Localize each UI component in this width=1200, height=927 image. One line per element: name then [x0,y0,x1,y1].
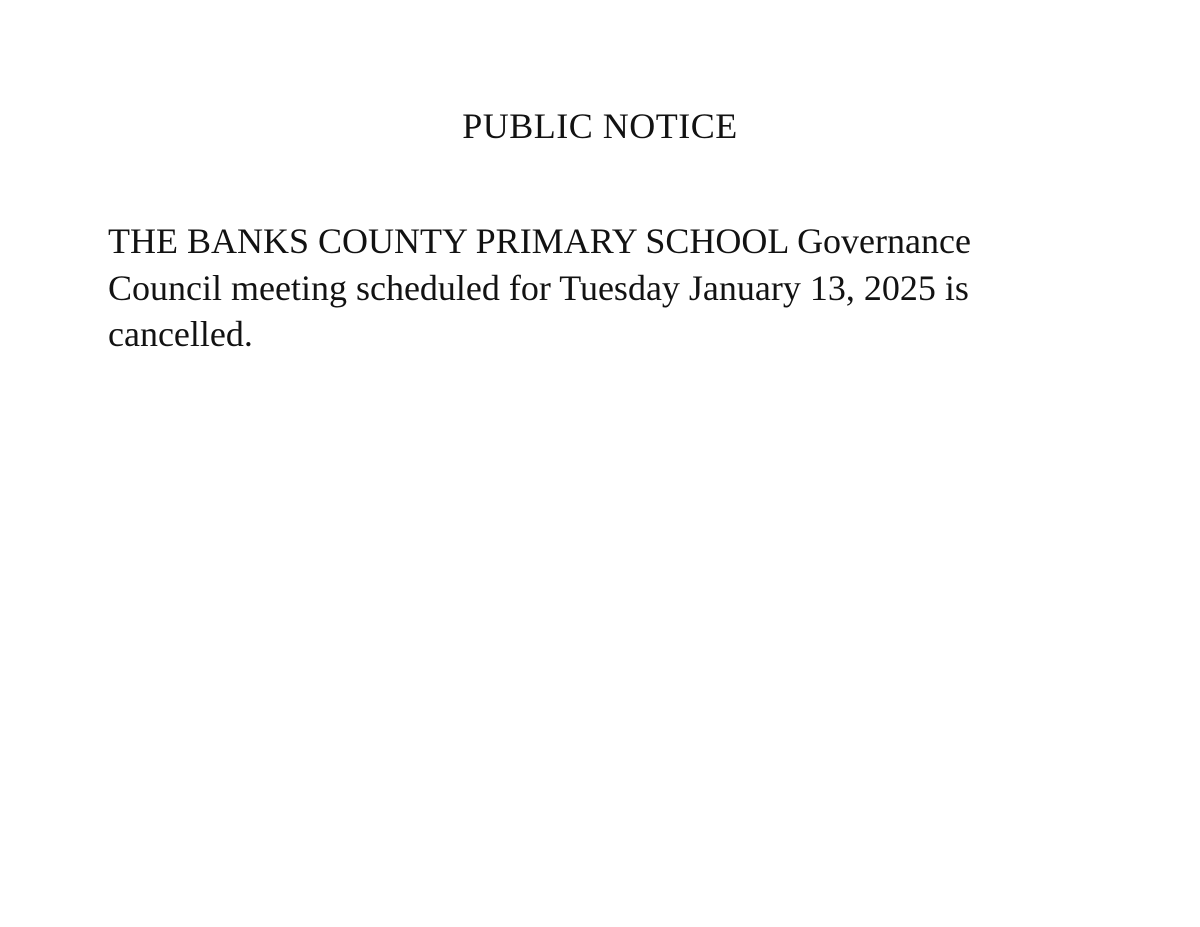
notice-body [108,218,1092,358]
notice-title: PUBLIC NOTICE [462,106,738,146]
notice-body-line-2: Council meeting scheduled for Tuesday January 13, 2025 is [108,267,969,308]
notice-body-line-3: cancelled. [108,314,253,354]
notice-body-line-1: THE BANKS COUNTY PRIMARY SCHOOL Governance [108,221,971,261]
